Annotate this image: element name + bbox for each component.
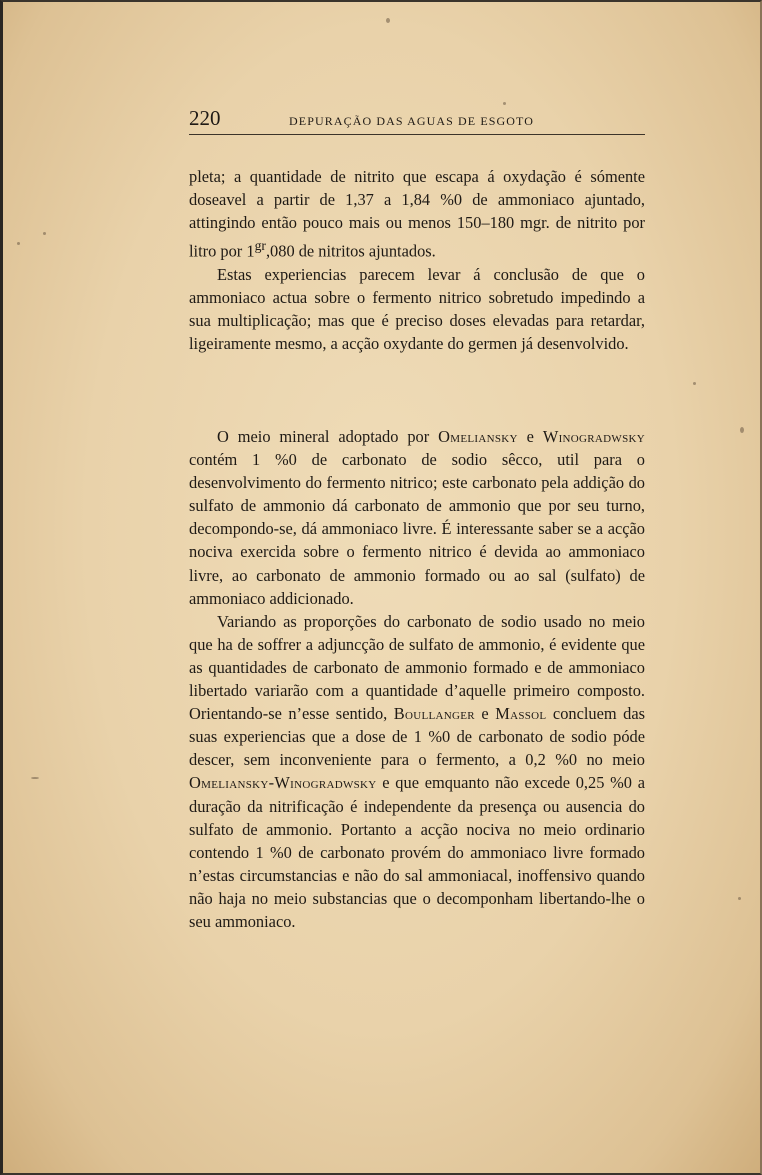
author-name: Omeliansky <box>438 427 518 446</box>
author-name: Omeliansky-Winogradwsky <box>189 773 377 793</box>
per-mille-sign: %0 <box>270 842 292 862</box>
paragraph: Estas experiencias parecem levar á conclusão de que o ammoniaco actua sobre o fermento nitrico sobretudo impedindo a sua multiplicação; mas que é preciso doses elevadas para retardar, ligeiramente mesmo, a acção oxydante do germen já desenvolvido. <box>189 264 645 354</box>
author-name: Winogradwsky <box>542 427 645 446</box>
text-run: no meio <box>577 750 645 770</box>
per-mille-sign: %0 <box>428 727 451 747</box>
paper-speck <box>740 427 744 433</box>
section-1 <box>189 165 645 355</box>
per-mille-sign: %0 <box>275 450 297 470</box>
author-name: Boullanger <box>393 704 475 724</box>
per-mille-sign: %0 <box>610 773 632 793</box>
text-run: O meio mineral adoptado por <box>217 427 439 446</box>
paper-speck <box>17 242 20 245</box>
text-run: de ammoniaco ajuntado, attingindo então pouco mais ou menos 150–180 mgr. de nitrito por litro por 1 <box>189 190 645 261</box>
paper-speck <box>738 897 741 900</box>
text-run: ,080 de nitritos ajuntados. <box>265 241 436 261</box>
paper-speck <box>43 232 46 235</box>
text-run: pleta; a quantidade de nitrito que escapa á oxydação é sómente doseavel a partir de 1,37 a 1,84 <box>189 167 645 210</box>
text-run: e que emquanto não excede 0,25 <box>376 773 611 793</box>
text-run: concluem das suas experiencias que a dose de 1 <box>189 704 645 747</box>
page-header <box>189 106 645 135</box>
paper-speck <box>693 382 696 385</box>
text-run: contém 1 <box>189 450 276 470</box>
paragraph-continuation <box>189 165 645 263</box>
section-2 <box>189 425 645 933</box>
text-run: de carbonato provém do ammoniaco livre formado n’estas circumstancias e não do sal ammoniacal, inoffensivo quando não haja no meio substancias que o decomponham libertando-lhe o seu ammoniaco. <box>189 842 645 931</box>
page-number: 220 <box>189 106 221 130</box>
text-run: e <box>474 704 496 724</box>
text-run: de carbonato de sodio póde descer, sem inconveniente para o fermento, a 0,2 <box>189 727 645 770</box>
paper-speck <box>31 777 39 779</box>
text-run: de carbonato de sodio sêcco, util para o desenvolvimento do fermento nitrico; este carbonato pela addição do sulfato de ammonio dá carbonato de ammonio que por seu turno, decompondo-se, dá ammoniaco livre. É interessante saber se a acção nociva exercida sobre o fermento nitrico é devida ao ammoniaco livre, ao carbonato de ammonio formado ou ao sal (sulfato) de ammoniaco addicionado. <box>189 450 645 608</box>
per-mille-sign: %0 <box>555 750 578 770</box>
text-run: a duração da nitrificação é independente da presença ou ausencia do sulfato de ammonio. Portanto a acção nociva no meio ordinario contendo 1 <box>189 773 645 862</box>
author-name: Massol <box>495 704 547 724</box>
paper-speck <box>503 102 506 105</box>
running-title: DEPURAÇÃO DAS AGUAS DE ESGOTO <box>289 114 535 128</box>
text-run: e <box>517 427 543 446</box>
gram-abbreviation: gr <box>254 238 266 254</box>
paragraph <box>189 425 645 610</box>
paragraph <box>189 610 645 933</box>
per-mille-sign: %0 <box>440 190 463 210</box>
paper-speck <box>386 18 390 23</box>
text-run: Variando as proporções do carbonato de sodio usado no meio que ha de soffrer a adjuncção de sulfato de ammonio, é evidente que as quantidades de carbonato de ammonio formado e de ammoniaco libertado variarão com a quantidade d’aquelle primeiro composto. Orientando-se n’esse sentido, <box>189 611 645 724</box>
